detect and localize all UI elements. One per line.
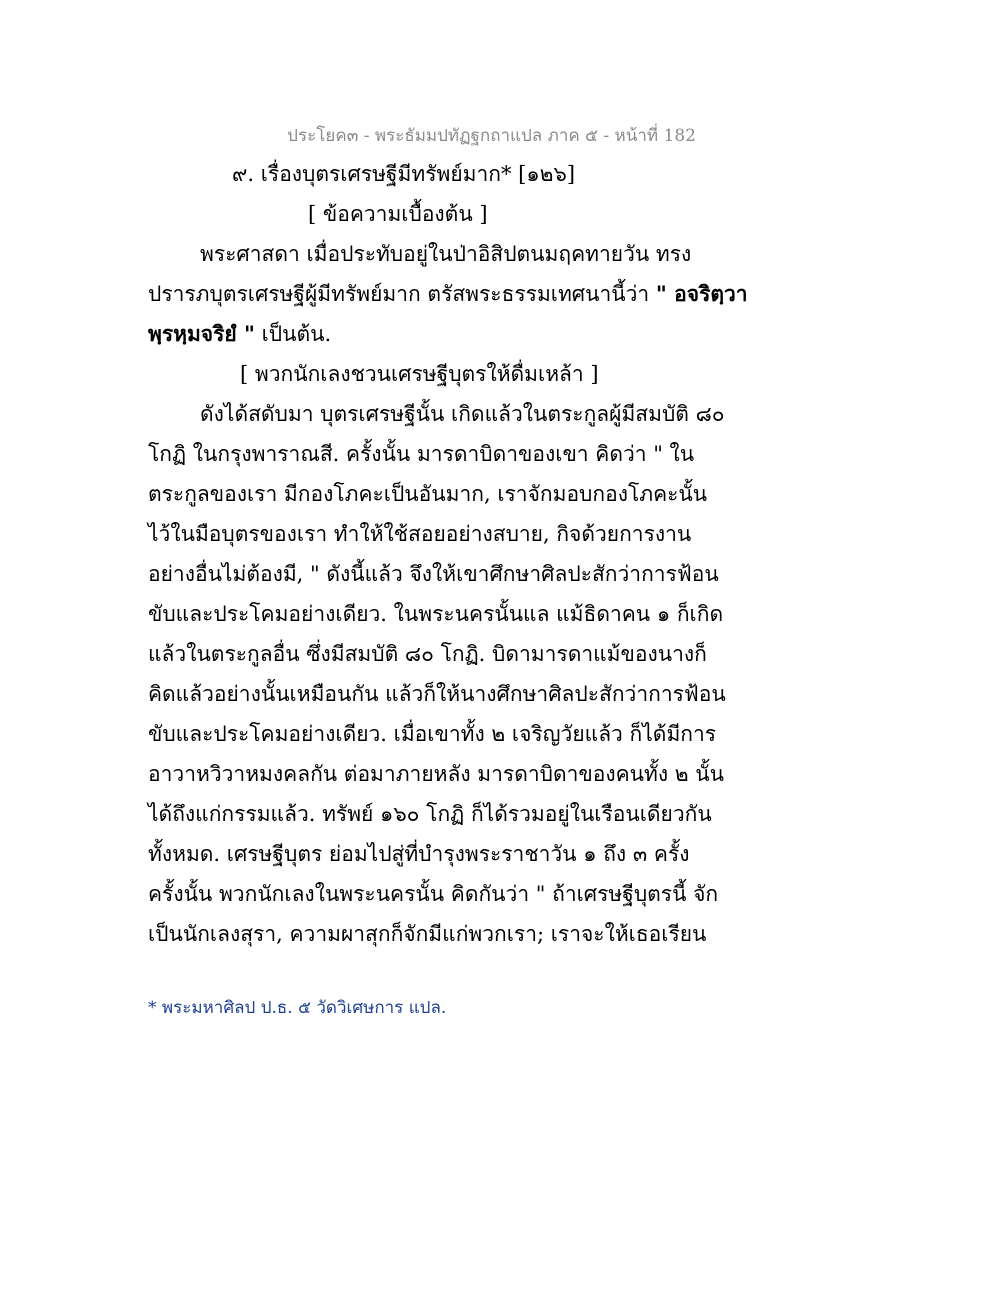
paragraph-line: โกฏิ ในกรุงพาราณสี. ครั้งนั้น มารดาบิดาของเขา คิดว่า " ใน [148,442,695,466]
paragraph-line [148,280,748,308]
paragraph-line: ดังได้สดับมา บุตรเศรษฐีนั้น เกิดแล้วในตระกูลผู้มีสมบัติ ๘๐ [200,402,725,426]
paragraph-line: คิดแล้วอย่างนั้นเหมือนกัน แล้วก็ให้นางศึกษาศิลปะสักว่าการฟ้อน [148,682,726,706]
paragraph-line: ทั้งหมด. เศรษฐีบุตร ย่อมไปสู่ที่บำรุงพระราชาวัน ๑ ถึง ๓ ครั้ง [148,842,690,866]
footnote: * พระมหาศิลป ป.ธ. ๕ วัดวิเศษการ แปล. [148,998,447,1018]
section-heading-opening: [ ข้อความเบื้องต้น ] [308,202,488,226]
paragraph-text: เป็นต้น. [254,322,332,346]
paragraph-line: พระศาสดา เมื่อประทับอยู่ในป่าอิสิปตนมฤคทายวัน ทรง [200,242,692,266]
paragraph-line: อาวาหวิวาหมงคลกัน ต่อมาภายหลัง มารดาบิดาของคนทั้ง ๒ นั้น [148,762,725,786]
paragraph-line [148,320,331,348]
paragraph-line: อย่างอื่นไม่ต้องมี, " ดังนี้แล้ว จึงให้เขาศึกษาศิลปะสักว่าการฟ้อน [148,562,719,586]
paragraph-line: ตระกูลของเรา มีกองโภคะเป็นอันมาก, เราจักมอบกองโภคะนั้น [148,482,708,506]
paragraph-line: ขับและประโคมอย่างเดียว. ในพระนครนั้นแล แม้ธิดาคน ๑ ก็เกิด [148,602,724,626]
story-title: ๙. เรื่องบุตรเศรษฐีมีทรัพย์มาก* [๑๒๖] [232,162,576,186]
paragraph-line: ขับและประโคมอย่างเดียว. เมื่อเขาทั้ง ๒ เจริญวัยแล้ว ก็ได้มีการ [148,722,717,746]
paragraph-line: ครั้งนั้น พวกนักเลงในพระนครนั้น คิดกันว่า " ถ้าเศรษฐีบุตรนี้ จัก [148,882,719,906]
pali-quote: พฺรหฺมจริยํ " [148,321,255,346]
pali-quote: " อจริตฺวา [655,281,748,306]
paragraph-line: เป็นนักเลงสุรา, ความผาสุกก็จักมีแก่พวกเรา; เราจะให้เธอเรียน [148,922,707,946]
paragraph-line: แล้วในตระกูลอื่น ซึ่งมีสมบัติ ๘๐ โกฏิ. บิดามารดาแม้ของนางก็ [148,642,707,666]
paragraph-line: ได้ถึงแก่กรรมแล้ว. ทรัพย์ ๑๖๐ โกฏิ ก็ได้รวมอยู่ในเรือนเดียวกัน [148,802,712,826]
section-heading-drunkards: [ พวกนักเลงชวนเศรษฐีบุตรให้ดื่มเหล้า ] [240,362,599,386]
paragraph-line: ไว้ในมือบุตรของเรา ทำให้ใช้สอยอย่างสบาย, กิจด้วยการงาน [148,522,692,546]
paragraph-text: ปรารภบุตรเศรษฐีผู้มีทรัพย์มาก ตรัสพระธรรมเทศนานี้ว่า [148,282,656,306]
running-head: ประโยค๓ - พระธัมมปทัฏฐกถาแปล ภาค ๕ - หน้าที่ 182 [287,126,696,146]
